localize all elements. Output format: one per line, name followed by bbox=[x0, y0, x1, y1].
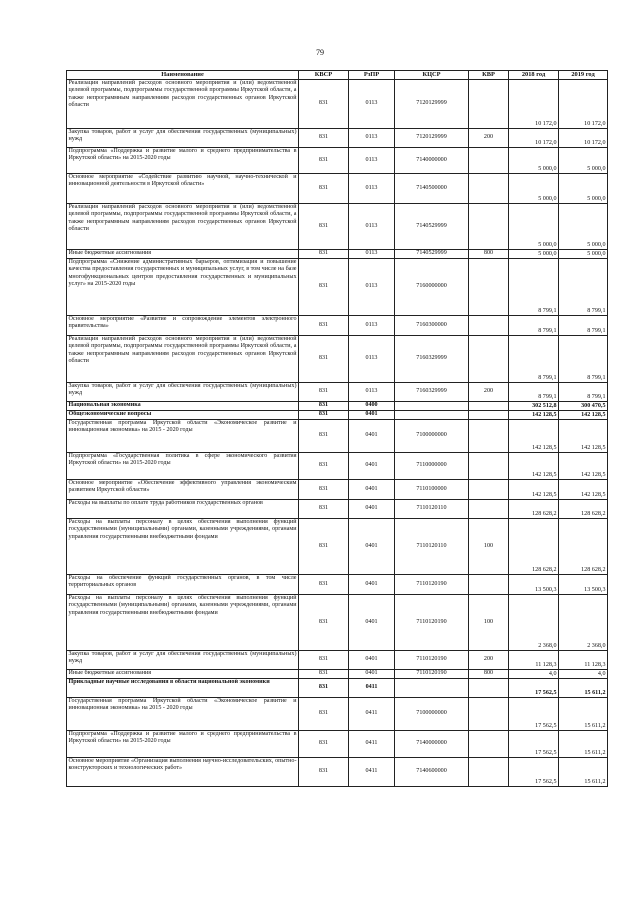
cell-2019: 142 128,5 bbox=[559, 480, 608, 500]
cell-name: Подпрограмма «Государственная политика в сфере экономического развития Иркутской области» на 2015-2020 годы bbox=[67, 453, 299, 480]
cell-name: Расходы на выплаты персоналу в целях обеспечения выполнения функций государственными (муниципальными) органами, казенными учреждениями, органами управления государственными внебюджетными фондами bbox=[67, 595, 299, 651]
cell-2019: 5 000,0 bbox=[559, 148, 608, 174]
cell-2019: 4,0 bbox=[559, 670, 608, 679]
cell-rzpr: 0401 bbox=[349, 670, 395, 679]
cell-name: Расходы на обеспечение функций государственных органов, в том числе территориальных органов bbox=[67, 575, 299, 595]
cell-rzpr: 0401 bbox=[349, 595, 395, 651]
cell-kvsr: 831 bbox=[299, 651, 349, 670]
cell-name: Основное мероприятие «Содействие развитию научной, научно-технической и инновационной деятельности в Иркутской области» bbox=[67, 174, 299, 204]
cell-2018: 302 512,8 bbox=[509, 402, 559, 411]
cell-kvsr: 831 bbox=[299, 679, 349, 698]
cell-2019: 8 799,1 bbox=[559, 259, 608, 316]
table-row bbox=[67, 411, 608, 420]
cell-2019: 142 128,5 bbox=[559, 420, 608, 453]
cell-2019: 10 172,0 bbox=[559, 129, 608, 148]
cell-kvsr: 831 bbox=[299, 129, 349, 148]
table-row bbox=[67, 402, 608, 411]
cell-kvsr: 831 bbox=[299, 758, 349, 787]
cell-kvsr: 831 bbox=[299, 519, 349, 575]
cell-2018: 17 562,5 bbox=[509, 758, 559, 787]
cell-name: Расходы на выплаты по оплате труда работников государственных органов bbox=[67, 500, 299, 519]
cell-2018: 5 000,0 bbox=[509, 148, 559, 174]
table-row bbox=[67, 420, 608, 453]
cell-2018: 8 799,1 bbox=[509, 259, 559, 316]
cell-2018: 8 799,1 bbox=[509, 383, 559, 402]
cell-2019: 11 128,3 bbox=[559, 651, 608, 670]
cell-2019: 128 628,2 bbox=[559, 519, 608, 575]
cell-kvsr: 831 bbox=[299, 411, 349, 420]
cell-kvsr: 831 bbox=[299, 336, 349, 383]
cell-rzpr: 0113 bbox=[349, 174, 395, 204]
cell-kcsr: 7110000000 bbox=[395, 453, 469, 480]
table-row bbox=[67, 259, 608, 316]
table-row bbox=[67, 80, 608, 129]
cell-2019: 142 128,5 bbox=[559, 453, 608, 480]
cell-2019: 8 799,1 bbox=[559, 336, 608, 383]
header-kvsr: КВСР bbox=[299, 71, 349, 80]
cell-2019: 13 500,3 bbox=[559, 575, 608, 595]
cell-rzpr: 0113 bbox=[349, 148, 395, 174]
cell-kvr bbox=[469, 204, 509, 250]
cell-kvr bbox=[469, 336, 509, 383]
cell-2019: 15 611,2 bbox=[559, 731, 608, 758]
table-row bbox=[67, 148, 608, 174]
cell-kvsr: 831 bbox=[299, 595, 349, 651]
cell-2018: 5 000,0 bbox=[509, 174, 559, 204]
cell-kvr bbox=[469, 480, 509, 500]
cell-kvsr: 831 bbox=[299, 402, 349, 411]
cell-2018: 4,0 bbox=[509, 670, 559, 679]
cell-name: Общеэкономические вопросы bbox=[67, 411, 299, 420]
header-kvr: КВР bbox=[469, 71, 509, 80]
cell-2019: 5 000,0 bbox=[559, 204, 608, 250]
cell-kvr bbox=[469, 148, 509, 174]
cell-kcsr: 7160300000 bbox=[395, 316, 469, 336]
cell-2018: 128 628,2 bbox=[509, 500, 559, 519]
cell-kvr bbox=[469, 698, 509, 731]
cell-2019: 15 611,2 bbox=[559, 679, 608, 698]
cell-name: Реализация направлений расходов основного мероприятия и (или) ведомственной целевой программы, подпрограммы государственной программы Иркутской области, а также непрограммным направлениям расходов государственных органов Иркутской области bbox=[67, 80, 299, 129]
cell-rzpr: 0401 bbox=[349, 575, 395, 595]
cell-2018: 5 000,0 bbox=[509, 204, 559, 250]
cell-rzpr: 0113 bbox=[349, 80, 395, 129]
cell-name: Основное мероприятие «Организация выполнения научно-исследовательских, опытно-конструкторских и технологических работ» bbox=[67, 758, 299, 787]
cell-kcsr bbox=[395, 402, 469, 411]
cell-2019: 8 799,1 bbox=[559, 383, 608, 402]
cell-kcsr: 7160000000 bbox=[395, 259, 469, 316]
cell-kvsr: 831 bbox=[299, 259, 349, 316]
cell-rzpr: 0411 bbox=[349, 698, 395, 731]
cell-rzpr: 0401 bbox=[349, 453, 395, 480]
budget-table bbox=[66, 70, 608, 787]
cell-kvsr: 831 bbox=[299, 148, 349, 174]
cell-kcsr: 7140000000 bbox=[395, 148, 469, 174]
cell-kvr: 200 bbox=[469, 651, 509, 670]
cell-name: Подпрограмма «Поддержка и развитие малого и среднего предпринимательства в Иркутской области» на 2015-2020 годы bbox=[67, 148, 299, 174]
cell-2018: 17 562,5 bbox=[509, 698, 559, 731]
cell-kcsr: 7110120190 bbox=[395, 595, 469, 651]
cell-kcsr: 7160329999 bbox=[395, 336, 469, 383]
cell-2019: 8 799,1 bbox=[559, 316, 608, 336]
cell-kvr: 800 bbox=[469, 670, 509, 679]
cell-2018: 13 500,3 bbox=[509, 575, 559, 595]
cell-2018: 8 799,1 bbox=[509, 336, 559, 383]
cell-name: Государственная программа Иркутской области «Экономическое развитие и инновационная экономика» на 2015 - 2020 годы bbox=[67, 420, 299, 453]
cell-kvr: 800 bbox=[469, 250, 509, 259]
cell-2018: 11 128,3 bbox=[509, 651, 559, 670]
cell-name: Основное мероприятие «Обеспечение эффективного управления экономическим развитием Иркутской области» bbox=[67, 480, 299, 500]
table-row bbox=[67, 731, 608, 758]
table-row bbox=[67, 670, 608, 679]
cell-name: Государственная программа Иркутской области «Экономическое развитие и инновационная экономика» на 2015 - 2020 годы bbox=[67, 698, 299, 731]
cell-kcsr: 7140529999 bbox=[395, 250, 469, 259]
cell-kcsr: 7120129999 bbox=[395, 129, 469, 148]
cell-kvr: 200 bbox=[469, 383, 509, 402]
cell-kvsr: 831 bbox=[299, 500, 349, 519]
table-body bbox=[67, 80, 608, 787]
cell-name: Закупка товаров, работ и услуг для обеспечения государственных (муниципальных) нужд bbox=[67, 129, 299, 148]
cell-2019: 142 128,5 bbox=[559, 411, 608, 420]
cell-2019: 128 628,2 bbox=[559, 500, 608, 519]
cell-kvr bbox=[469, 80, 509, 129]
cell-rzpr: 0113 bbox=[349, 383, 395, 402]
table-row bbox=[67, 204, 608, 250]
cell-kvr bbox=[469, 420, 509, 453]
cell-kcsr: 7140500000 bbox=[395, 174, 469, 204]
cell-name: Подпрограмма «Поддержка и развитие малого и среднего предпринимательства в Иркутской области» на 2015-2020 годы bbox=[67, 731, 299, 758]
cell-kvsr: 831 bbox=[299, 174, 349, 204]
cell-rzpr: 0400 bbox=[349, 402, 395, 411]
cell-kvsr: 831 bbox=[299, 480, 349, 500]
table-row bbox=[67, 316, 608, 336]
cell-kvr bbox=[469, 174, 509, 204]
cell-kvr bbox=[469, 402, 509, 411]
cell-rzpr: 0411 bbox=[349, 758, 395, 787]
table-header bbox=[67, 71, 608, 80]
cell-2018: 142 128,5 bbox=[509, 453, 559, 480]
cell-kvr bbox=[469, 316, 509, 336]
table-row bbox=[67, 480, 608, 500]
cell-kcsr bbox=[395, 411, 469, 420]
cell-2018: 17 562,5 bbox=[509, 731, 559, 758]
cell-2018: 128 628,2 bbox=[509, 519, 559, 575]
header-2018: 2018 год bbox=[509, 71, 559, 80]
cell-kcsr: 7100000000 bbox=[395, 698, 469, 731]
cell-name: Иные бюджетные ассигнования bbox=[67, 250, 299, 259]
cell-kvr bbox=[469, 259, 509, 316]
header-kcsr: КЦСР bbox=[395, 71, 469, 80]
cell-rzpr: 0401 bbox=[349, 411, 395, 420]
cell-name: Расходы на выплаты персоналу в целях обеспечения выполнения функций государственными (муниципальными) органами, казенными учреждениями, органами управления государственными внебюджетными фондами bbox=[67, 519, 299, 575]
cell-2018: 10 172,0 bbox=[509, 129, 559, 148]
header-2019: 2019 год bbox=[559, 71, 608, 80]
cell-2019: 15 611,2 bbox=[559, 758, 608, 787]
cell-kcsr: 7140000000 bbox=[395, 731, 469, 758]
cell-2019: 10 172,0 bbox=[559, 80, 608, 129]
table-row bbox=[67, 500, 608, 519]
table-row bbox=[67, 336, 608, 383]
cell-name: Иные бюджетные ассигнования bbox=[67, 670, 299, 679]
cell-rzpr: 0401 bbox=[349, 420, 395, 453]
cell-kcsr bbox=[395, 679, 469, 698]
cell-kvsr: 831 bbox=[299, 670, 349, 679]
cell-kvsr: 831 bbox=[299, 80, 349, 129]
table-row bbox=[67, 595, 608, 651]
cell-rzpr: 0113 bbox=[349, 336, 395, 383]
cell-kvr bbox=[469, 575, 509, 595]
cell-2018: 8 799,1 bbox=[509, 316, 559, 336]
cell-kcsr: 7120129999 bbox=[395, 80, 469, 129]
cell-2018: 142 128,5 bbox=[509, 420, 559, 453]
cell-2018: 142 128,5 bbox=[509, 480, 559, 500]
cell-rzpr: 0113 bbox=[349, 316, 395, 336]
cell-kcsr: 7140600000 bbox=[395, 758, 469, 787]
cell-kvr bbox=[469, 731, 509, 758]
cell-kvsr: 831 bbox=[299, 383, 349, 402]
cell-2019: 5 000,0 bbox=[559, 250, 608, 259]
cell-2018: 2 368,0 bbox=[509, 595, 559, 651]
cell-name: Подпрограмма «Снижение административных барьеров, оптимизация и повышение качества предоставления государственных и муниципальных услуг, в том числе на базе многофункциональных центров предоставления государственных и муниципальных услуг» на 2015-2020 годы bbox=[67, 259, 299, 316]
cell-kcsr: 7110120190 bbox=[395, 575, 469, 595]
cell-kvsr: 831 bbox=[299, 453, 349, 480]
cell-kvsr: 831 bbox=[299, 250, 349, 259]
cell-kvr: 100 bbox=[469, 519, 509, 575]
cell-kvsr: 831 bbox=[299, 420, 349, 453]
cell-rzpr: 0411 bbox=[349, 679, 395, 698]
cell-2019: 15 611,2 bbox=[559, 698, 608, 731]
cell-kvsr: 831 bbox=[299, 316, 349, 336]
cell-kcsr: 7140529999 bbox=[395, 204, 469, 250]
cell-kvr bbox=[469, 679, 509, 698]
cell-kvr bbox=[469, 500, 509, 519]
cell-kvsr: 831 bbox=[299, 204, 349, 250]
cell-kvr bbox=[469, 453, 509, 480]
cell-name: Закупка товаров, работ и услуг для обеспечения государственных (муниципальных) нужд bbox=[67, 383, 299, 402]
cell-name: Закупка товаров, работ и услуг для обеспечения государственных (муниципальных) нужд bbox=[67, 651, 299, 670]
cell-2018: 17 562,5 bbox=[509, 679, 559, 698]
cell-rzpr: 0401 bbox=[349, 480, 395, 500]
cell-name: Национальная экономика bbox=[67, 402, 299, 411]
header-rzpr: РзПР bbox=[349, 71, 395, 80]
cell-kcsr: 7110100000 bbox=[395, 480, 469, 500]
cell-kcsr: 7110120110 bbox=[395, 500, 469, 519]
table-row bbox=[67, 250, 608, 259]
table-row bbox=[67, 679, 608, 698]
table-row bbox=[67, 453, 608, 480]
table-row bbox=[67, 651, 608, 670]
cell-rzpr: 0411 bbox=[349, 731, 395, 758]
cell-name: Реализация направлений расходов основного мероприятия и (или) ведомственной целевой программы, подпрограммы государственной программы Иркутской области, а также непрограммным направлениям расходов государственных органов Иркутской области bbox=[67, 204, 299, 250]
cell-kvr: 100 bbox=[469, 595, 509, 651]
cell-kvr bbox=[469, 758, 509, 787]
table-row bbox=[67, 174, 608, 204]
cell-kcsr: 7110120190 bbox=[395, 651, 469, 670]
cell-2019: 2 368,0 bbox=[559, 595, 608, 651]
cell-name: Прикладные научные исследования в области национальной экономики bbox=[67, 679, 299, 698]
cell-kvsr: 831 bbox=[299, 698, 349, 731]
table-row bbox=[67, 519, 608, 575]
table-row bbox=[67, 698, 608, 731]
cell-rzpr: 0401 bbox=[349, 500, 395, 519]
cell-kvr: 200 bbox=[469, 129, 509, 148]
cell-name: Основное мероприятие «Развитие и сопровождение элементов электронного правительства» bbox=[67, 316, 299, 336]
cell-rzpr: 0113 bbox=[349, 204, 395, 250]
cell-name: Реализация направлений расходов основного мероприятия и (или) ведомственной целевой программы, подпрограммы государственной программы Иркутской области, а также непрограммным направлениям расходов государственных органов Иркутской области bbox=[67, 336, 299, 383]
cell-rzpr: 0401 bbox=[349, 519, 395, 575]
cell-kcsr: 7160329999 bbox=[395, 383, 469, 402]
cell-kcsr: 7110120190 bbox=[395, 670, 469, 679]
cell-kvr bbox=[469, 411, 509, 420]
cell-2018: 5 000,0 bbox=[509, 250, 559, 259]
cell-kcsr: 7110120110 bbox=[395, 519, 469, 575]
cell-2019: 300 470,5 bbox=[559, 402, 608, 411]
cell-2019: 5 000,0 bbox=[559, 174, 608, 204]
table-row bbox=[67, 129, 608, 148]
cell-kvsr: 831 bbox=[299, 731, 349, 758]
cell-2018: 10 172,0 bbox=[509, 80, 559, 129]
table-row bbox=[67, 575, 608, 595]
table-row bbox=[67, 383, 608, 402]
cell-rzpr: 0113 bbox=[349, 259, 395, 316]
cell-rzpr: 0113 bbox=[349, 250, 395, 259]
header-name: Наименование bbox=[67, 71, 299, 80]
cell-kvsr: 831 bbox=[299, 575, 349, 595]
cell-2018: 142 128,5 bbox=[509, 411, 559, 420]
cell-rzpr: 0401 bbox=[349, 651, 395, 670]
header-row bbox=[67, 71, 608, 80]
cell-rzpr: 0113 bbox=[349, 129, 395, 148]
table-row bbox=[67, 758, 608, 787]
cell-kcsr: 7100000000 bbox=[395, 420, 469, 453]
page-number: 79 bbox=[316, 48, 324, 57]
